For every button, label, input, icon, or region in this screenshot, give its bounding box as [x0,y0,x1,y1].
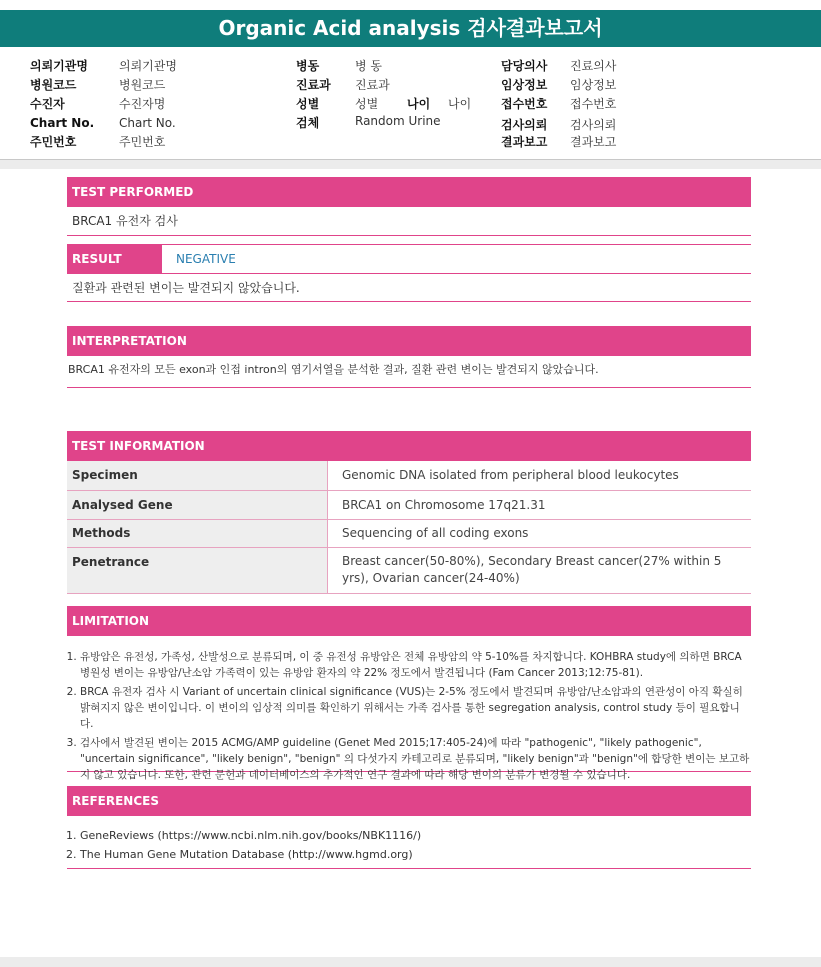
header-key: Chart No. [30,116,95,130]
info-value: Sequencing of all coding exons [328,519,752,547]
list-item: 1. 유방암은 유전성, 가족성, 산발성으로 분류되며, 이 중 유전성 유방암은 전체 유방암의 약 5-10%를 차지합니다. KOHBRA study에 의하면 BRCA 병원성 변이는 유방암/난소암 가족력이 있는 유방암 환자의 약 22% 정도에서 발견됩니다 (Fam Cancer 2013;12:75-81). [80,649,751,681]
header-key: 담당의사 [501,59,548,73]
references-heading: REFERENCES [67,786,751,816]
info-key: Specimen [67,461,328,490]
header-key: 결과보고 [501,135,548,149]
info-value: Breast cancer(50-80%), Secondary Breast cancer(27% within 5 yrs), Ovarian cancer(24-40%) [328,547,752,593]
header-key: 임상정보 [501,78,548,92]
test-performed-heading: TEST PERFORMED [67,177,751,207]
list-item: 2. BRCA 유전자 검사 시 Variant of uncertain clinical significance (VUS)는 2-5% 정도에서 발견되며 유방암/난소암과의 연관성이 아직 확실히 밝혀지지 않은 변이입니다. 이 변이의 임상적 의미를 확인하기 위해서는 가족 검사를 통한 segregation analysis, control study 등이 필요합니다. [80,684,751,732]
list-item: 2. The Human Gene Mutation Database (http://www.hgmd.org) [80,845,751,864]
limitation-section [67,606,751,781]
result-heading: RESULT [67,245,162,273]
header-value: 수진자명 [119,97,166,111]
table-row [67,490,751,519]
header-key: 의뢰기관명 [30,59,88,73]
patient-header [0,55,821,160]
list-item: 3. 검사에서 발견된 변이는 2015 ACMG/AMP guideline (Genet Med 2015;17:405-24)에 따라 "pathogenic", "likely pathogenic", "uncertain significance", "likely benign", "benign" 의 다섯가지 카테고리로 분류되며, "likely benign"과 "benign"에 합당한 변이는 보고하지 않고 있습니다. 또한, 관련 문헌과 데이터베이스의 추가적인 연구 결과에 따라 해당 변이의 분류가 변경될 수 있습니다. [80,735,751,783]
header-value: 임상정보 [570,78,617,92]
test-information-heading: TEST INFORMATION [67,431,751,461]
header-value: Random Urine [355,114,441,128]
footer-shade [0,957,821,967]
interpretation-text: BRCA1 유전자의 모든 exon과 인접 intron의 염기서열을 분석한 결과, 질환 관련 변이는 발견되지 않았습니다. [67,356,751,388]
result-row [67,244,751,274]
table-row [67,461,751,490]
result-value: NEGATIVE [176,252,236,266]
references-section [67,786,751,869]
test-performed-value: BRCA1 유전자 검사 [67,207,751,236]
report-title: Organic Acid analysis 검사결과보고서 [0,10,821,47]
result-note: 질환과 관련된 변이는 발견되지 않았습니다. [67,274,751,302]
info-value: BRCA1 on Chromosome 17q21.31 [328,490,752,519]
header-key: 병원코드 [30,78,77,92]
interpretation-section [67,326,751,388]
header-value: Chart No. [119,116,176,130]
limitation-list [67,649,751,783]
header-value: 성별 [355,97,379,111]
list-item: 1. GeneReviews (https://www.ncbi.nlm.nih.gov/books/NBK1116/) [80,826,751,845]
header-key: 나이 [407,97,431,111]
header-value: 병 동 [355,59,382,73]
info-key: Methods [67,519,328,547]
test-information-table [67,461,751,594]
table-row [67,547,751,593]
interpretation-heading: INTERPRETATION [67,326,751,356]
header-key: 접수번호 [501,97,548,111]
references-list [67,826,751,864]
header-key: 검사의뢰 [501,118,548,132]
header-key: 진료과 [296,78,331,92]
info-key: Analysed Gene [67,490,328,519]
info-value: Genomic DNA isolated from peripheral blood leukocytes [328,461,752,490]
header-key: 성별 [296,97,320,111]
references-body [67,816,751,869]
header-value: 주민번호 [119,135,166,149]
header-shade [0,160,821,169]
header-value: 진료의사 [570,59,617,73]
info-key: Penetrance [67,547,328,593]
header-value: 접수번호 [570,97,617,111]
header-key: 수진자 [30,97,65,111]
header-value: 나이 [448,97,472,111]
header-value: 의뢰기관명 [119,59,177,73]
limitation-body [67,636,751,781]
header-key: 검체 [296,116,320,130]
header-value: 병원코드 [119,78,166,92]
header-value: 검사의뢰 [570,118,617,132]
table-row [67,519,751,547]
result-section [67,244,751,302]
header-value: 결과보고 [570,135,617,149]
header-value: 진료과 [355,78,390,92]
limitation-heading: LIMITATION [67,606,751,636]
test-information-section [67,431,751,594]
header-key: 주민번호 [30,135,77,149]
header-key: 병동 [296,59,320,73]
test-performed-section [67,177,751,236]
